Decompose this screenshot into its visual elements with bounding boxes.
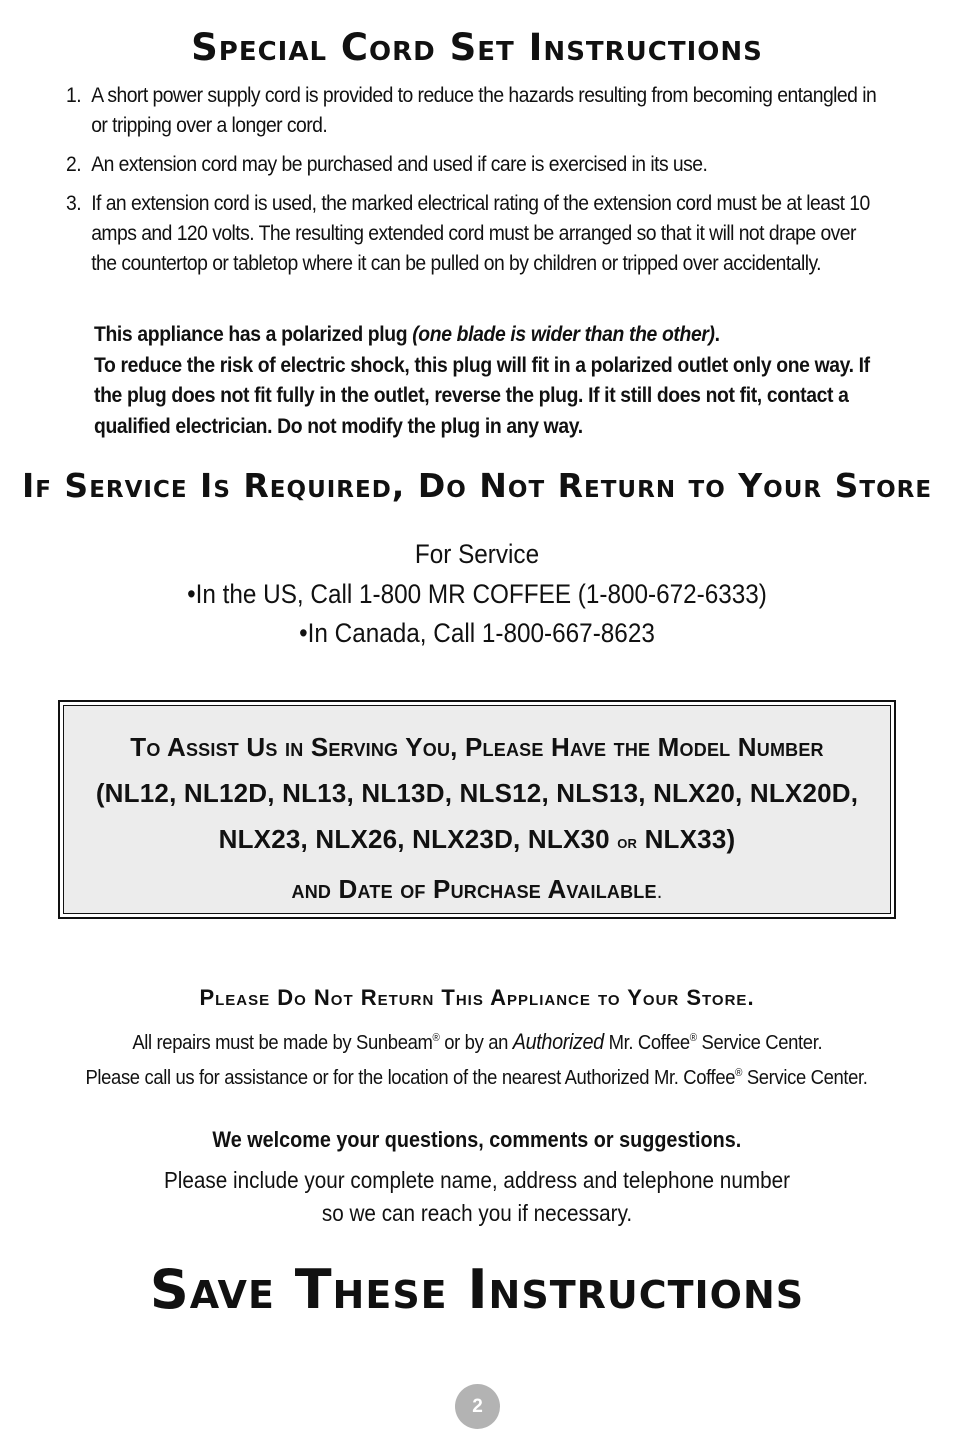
canada-phone-line: •In Canada, Call 1-800-667-8623: [299, 618, 655, 648]
polarized-lead: This appliance has a polarized plug: [94, 322, 413, 346]
model-box-line4: [64, 866, 890, 915]
repairs-text-d: Service Center.: [696, 1031, 822, 1054]
service-title: If Service Is Required, Do Not Return to Your Store: [21, 466, 933, 505]
repairs-text-a: All repairs must be made by Sunbeam: [132, 1031, 433, 1054]
welcome-heading: [0, 1127, 954, 1153]
model-line4-text: and Date of Purchase Available: [291, 874, 657, 904]
include-line-2: so we can reach you if necessary.: [321, 1200, 633, 1226]
registered-mark: ®: [432, 1032, 440, 1045]
model-number-box: [58, 700, 896, 919]
list-item-number: 1.: [66, 83, 82, 107]
include-line-1: Please include your complete name, address and telephone number: [163, 1167, 791, 1193]
include-info: [0, 1164, 954, 1230]
polarized-plug-warning: [94, 319, 886, 441]
special-cord-title: Special Cord Set Instructions: [191, 26, 763, 69]
model-box-line3: [64, 816, 890, 866]
page-number-badge: 2: [455, 1384, 500, 1429]
model-or: or: [617, 832, 638, 853]
assistance-line: [0, 1066, 954, 1090]
service-contacts: [0, 535, 954, 654]
list-item-text: An extension cord may be purchased and used if care is exercised in its use.: [91, 152, 708, 176]
list-item-number: 2.: [66, 152, 82, 176]
for-service-label: For Service: [414, 539, 540, 569]
save-instructions-title: Save These Instructions: [149, 1258, 805, 1321]
list-item-text: If an extension cord is used, the marked electrical rating of the extension cord must be at least 10 amps and 120 volts. The resulting extended cord must be arranged so that it will not drape over the countertop or tabletop where it can be pulled on by children or tripped over accidentally.: [91, 191, 870, 275]
list-item: [66, 149, 883, 179]
authorized-italic: Authorized: [512, 1029, 604, 1054]
repairs-text-c: Mr. Coffee: [603, 1031, 690, 1054]
list-item: [66, 188, 883, 278]
polarized-period: .: [714, 322, 720, 346]
welcome-text: We welcome your questions, comments or suggestions.: [212, 1127, 742, 1152]
model-list-b: NLX33): [637, 824, 736, 854]
us-phone-line: •In the US, Call 1-800 MR COFFEE (1-800-672-6333): [187, 578, 767, 609]
model-line4-period: .: [656, 881, 663, 903]
polarized-italic: (one blade is wider than the other): [412, 322, 715, 346]
call-text-b: Service Center.: [742, 1066, 869, 1089]
model-list-a: NLX23, NLX26, NLX23D, NLX30: [218, 824, 618, 854]
list-item-text: A short power supply cord is provided to reduce the hazards resulting from becoming entangled in or tripping over a longer cord.: [91, 83, 877, 137]
repairs-line: [0, 1029, 954, 1055]
registered-mark: ®: [735, 1067, 743, 1080]
cord-instructions-list: [66, 80, 886, 287]
do-not-return-heading: Please Do Not Return This Appliance to Your Store.: [199, 985, 755, 1010]
list-item-number: 3.: [66, 191, 82, 215]
list-item: [66, 80, 883, 140]
call-text-a: Please call us for assistance or for the location of the nearest Authorized Mr. Coffee: [85, 1066, 736, 1089]
polarized-body: To reduce the risk of electric shock, this plug will fit in a polarized outlet only one way. If the plug does not fit fully in the outlet, reverse the plug. If it still does not fit, contact a qualified electrician. Do not modify the plug in any way.: [94, 352, 870, 438]
model-box-line1: To Assist Us in Serving You, Please Have the Model Number: [130, 732, 824, 762]
repairs-text-b: or by an: [439, 1031, 513, 1054]
model-box-line2: (NL12, NL12D, NL13, NL13D, NLS12, NLS13, NLX20, NLX20D,: [95, 778, 859, 808]
registered-mark: ®: [689, 1032, 697, 1045]
